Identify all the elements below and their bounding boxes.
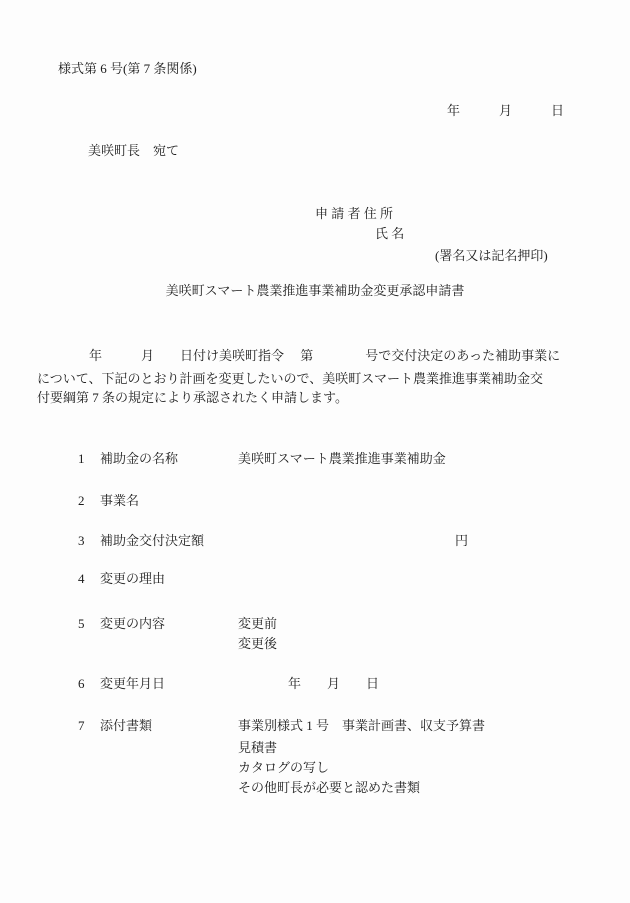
item-5-label: 変更の内容 [100,616,166,631]
item-7-attachment-2: 見積書 [238,740,278,755]
item-3-value: 円 [455,533,469,548]
form-number: 様式第 6 号(第 7 条関係) [58,61,197,76]
item-6-label: 変更年月日 [100,676,166,691]
item-3-number: 3 [78,533,85,548]
body-line-2: について、下記のとおり計画を変更したいので、美咲町スマート農業推進事業補助金交 [37,371,543,386]
addressee-line: 美咲町長 宛て [88,143,180,158]
item-3-label: 補助金交付決定額 [100,533,205,548]
item-6-number: 6 [78,676,85,691]
item-1-number: 1 [78,451,85,466]
item-5-number: 5 [78,616,85,631]
body-line-1: 年 月 日付け美咲町指令 第 号で交付決定のあった補助事業に [37,348,561,363]
document-title: 美咲町スマート農業推進事業補助金変更承認申請書 [165,283,465,298]
item-7-attachment-4: その他町長が必要と認めた書類 [238,780,421,795]
item-1-value: 美咲町スマート農業推進事業補助金 [238,451,446,466]
item-5-value-after: 変更後 [238,636,278,651]
signature-note: (署名又は記名押印) [435,248,548,263]
body-line-3: 付要綱第 7 条の規定により承認されたく申請します。 [37,390,348,405]
item-6-value: 年 月 日 [288,676,380,691]
item-2-number: 2 [78,493,85,508]
item-4-number: 4 [78,571,85,586]
date-line: 年 月 日 [447,103,565,118]
item-7-label: 添付書類 [100,718,153,733]
item-4-label: 変更の理由 [100,571,166,586]
item-5-value-before: 変更前 [238,616,278,631]
item-7-attachment-3: カタログの写し [238,760,330,775]
item-7-number: 7 [78,718,85,733]
item-7-attachment-1: 事業別様式 1 号 事業計画書、収支予算書 [238,718,486,733]
item-1-label: 補助金の名称 [100,451,179,466]
item-2-label: 事業名 [100,493,140,508]
applicant-address-label: 申 請 者 住 所 [315,206,394,221]
applicant-name-label: 氏 名 [375,226,405,241]
